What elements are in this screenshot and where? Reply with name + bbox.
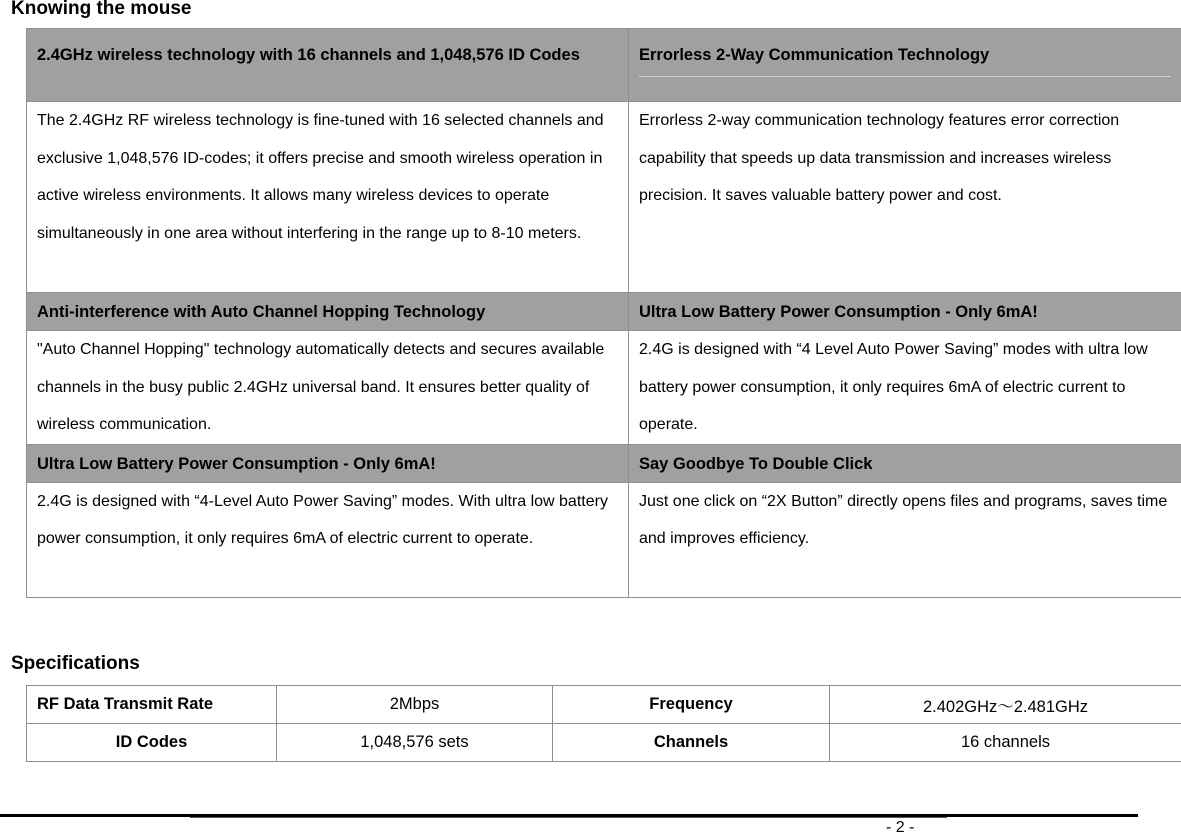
- feature-body-row: [27, 482, 1181, 597]
- divider: [639, 76, 1171, 77]
- feature-heading-row: [27, 293, 1181, 331]
- feature-heading: 2.4GHz wireless technology with 16 channels and 1,048,576 ID Codes: [37, 46, 580, 64]
- feature-heading: Ultra Low Battery Power Consumption - Only 6mA!: [27, 444, 629, 482]
- feature-body: Just one click on “2X Button” directly opens files and programs, saves time and improves efficiency.: [629, 482, 1181, 597]
- section-title-knowing: Knowing the mouse: [11, 0, 192, 20]
- spec-row: [27, 724, 1181, 762]
- spec-value: 2Mbps: [277, 686, 553, 724]
- feature-heading-row: [27, 29, 1181, 102]
- feature-body-row: [27, 331, 1181, 445]
- specifications-table: [26, 685, 1181, 762]
- spec-value: 2.402GHz～2.481GHz: [830, 686, 1181, 724]
- feature-body: Errorless 2-way communication technology features error correction capability that speeds up data transmission and increases wireless precision. It saves valuable battery power and cost.: [629, 102, 1181, 293]
- feature-body: 2.4G is designed with “4 Level Auto Power Saving” modes with ultra low battery power consumption, it only requires 6mA of electric current to operate.: [629, 331, 1181, 445]
- spec-label: ID Codes: [27, 724, 277, 762]
- spec-value: 16 channels: [830, 724, 1181, 762]
- feature-heading-row: [27, 444, 1181, 482]
- spec-value: 1,048,576 sets: [277, 724, 553, 762]
- feature-body: "Auto Channel Hopping" technology automatically detects and secures available channels in the busy public 2.4GHz universal band. It ensures better quality of wireless communication.: [27, 331, 629, 445]
- feature-body-row: [27, 102, 1181, 293]
- feature-heading: Say Goodbye To Double Click: [629, 444, 1181, 482]
- feature-body: 2.4G is designed with “4-Level Auto Power Saving” modes. With ultra low battery power consumption, it only requires 6mA of electric current to operate.: [27, 482, 629, 597]
- spec-row: [27, 686, 1181, 724]
- spec-label: RF Data Transmit Rate: [27, 686, 277, 724]
- features-table: [26, 28, 1181, 598]
- section-title-specifications: Specifications: [11, 653, 140, 675]
- feature-heading: Ultra Low Battery Power Consumption - Only 6mA!: [629, 293, 1181, 331]
- footer-rule-thin: [190, 817, 947, 818]
- spec-label: Frequency: [553, 686, 830, 724]
- page-number: - 2 -: [886, 819, 914, 837]
- feature-body: The 2.4GHz RF wireless technology is fine-tuned with 16 selected channels and exclusive 1,048,576 ID-codes; it offers precise and smooth wireless operation in active wireless environments. It allows many wireless devices to operate simultaneously in one area without interfering in the range up to 8-10 meters.: [27, 102, 629, 293]
- feature-heading-cell: [629, 29, 1181, 102]
- feature-heading: Errorless 2-Way Communication Technology: [639, 46, 989, 64]
- spec-label: Channels: [553, 724, 830, 762]
- feature-heading-cell: [27, 29, 629, 102]
- feature-heading: Anti-interference with Auto Channel Hopping Technology: [27, 293, 629, 331]
